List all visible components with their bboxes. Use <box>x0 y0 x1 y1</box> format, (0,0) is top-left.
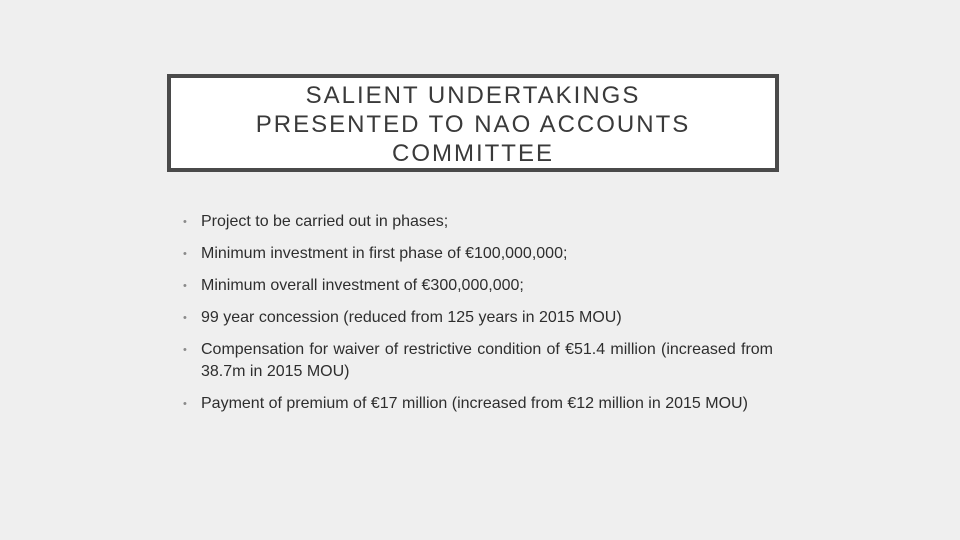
slide-title <box>256 79 691 168</box>
bullet-dot-icon: • <box>183 312 187 324</box>
slide-title-box <box>167 74 779 172</box>
bullet-text: Project to be carried out in phases; <box>201 213 449 230</box>
bullet-text: Minimum investment in first phase of €100,000,000; <box>201 245 568 262</box>
bullet-item <box>183 307 773 329</box>
bullet-text: Payment of premium of €17 million (increased from €12 million in 2015 MOU) <box>201 395 748 412</box>
bullet-text: 99 year concession (reduced from 125 years in 2015 MOU) <box>201 309 622 326</box>
bullet-list <box>183 211 773 425</box>
bullet-item <box>183 275 773 297</box>
bullet-text: Minimum overall investment of €300,000,000; <box>201 277 524 294</box>
bullet-item <box>183 339 773 383</box>
bullet-dot-icon: • <box>183 248 187 260</box>
bullet-item <box>183 393 773 415</box>
bullet-dot-icon: • <box>183 216 187 228</box>
slide-title-line: PRESENTED TO NAO ACCOUNTS <box>255 110 691 138</box>
slide-title-line: SALIENT UNDERTAKINGS <box>305 81 641 109</box>
bullet-dot-icon: • <box>183 344 187 356</box>
slide-title-line: COMMITTEE <box>391 139 554 167</box>
bullet-dot-icon: • <box>183 398 187 410</box>
bullet-item <box>183 211 773 233</box>
bullet-text: Compensation for waiver of restrictive condition of €51.4 million (increased from 38.7m in 2015 MOU) <box>201 341 773 380</box>
bullet-dot-icon: • <box>183 280 187 292</box>
bullet-item <box>183 243 773 265</box>
